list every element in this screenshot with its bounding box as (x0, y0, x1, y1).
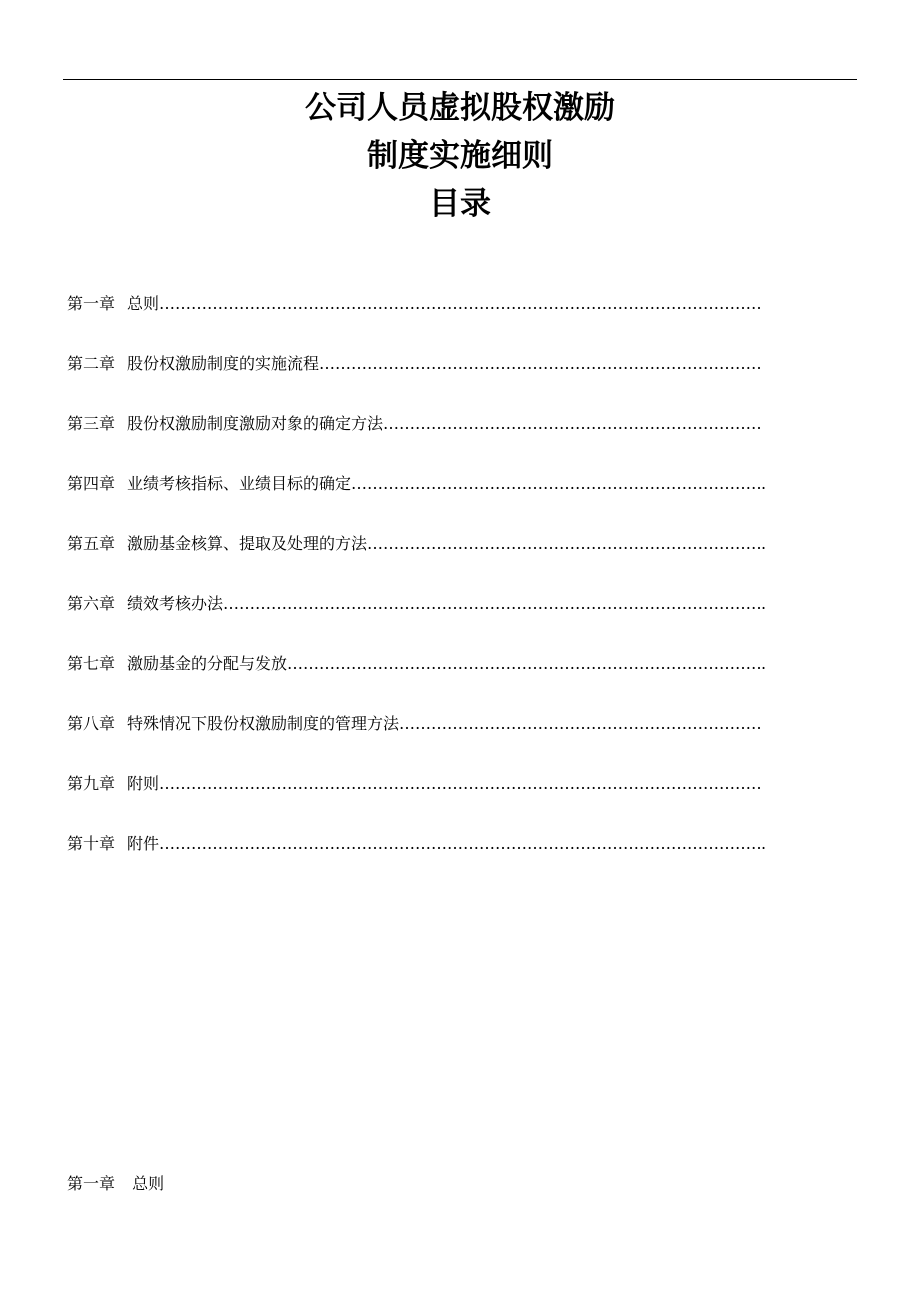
toc-entry[interactable] (67, 710, 767, 770)
toc-dot-leader (223, 590, 761, 618)
section-heading (67, 1170, 164, 1198)
toc-chapter-title: 特殊情况下股份权激励制度的管理方法 (127, 714, 400, 733)
document-title (0, 84, 920, 228)
toc-dot-leader (399, 710, 761, 738)
toc-chapter-title: 股份权激励制度的实施流程 (127, 354, 320, 373)
toc-chapter-title: 业绩考核指标、业绩目标的确定 (127, 474, 352, 493)
toc-chapter-number: 第七章 (67, 654, 116, 673)
toc-entry[interactable] (67, 410, 767, 470)
toc-entry[interactable] (67, 350, 767, 410)
toc-chapter-title: 激励基金的分配与发放 (127, 654, 288, 673)
toc-dot-leader (159, 770, 761, 798)
toc-chapter-number: 第九章 (67, 774, 116, 793)
toc-dot-leader (383, 410, 761, 438)
toc-chapter-title: 附则 (127, 774, 160, 793)
toc-end-mark: . (761, 594, 767, 613)
section-chapter-title: 总则 (132, 1174, 165, 1193)
toc-chapter-number: 第五章 (67, 534, 116, 553)
table-of-contents (67, 290, 767, 890)
toc-dot-leader (351, 470, 761, 498)
title-line-1: 公司人员虚拟股权激励 (305, 90, 615, 126)
toc-chapter-title: 总则 (127, 294, 160, 313)
toc-end-mark: . (761, 834, 767, 853)
toc-dot-leader (367, 530, 761, 558)
title-line-2: 制度实施细则 (367, 138, 553, 174)
toc-entry[interactable] (67, 650, 767, 710)
header-rule (63, 79, 857, 80)
toc-chapter-title: 股份权激励制度激励对象的确定方法 (127, 414, 384, 433)
toc-chapter-number: 第六章 (67, 594, 116, 613)
toc-entry[interactable] (67, 470, 767, 530)
toc-chapter-number: 第二章 (67, 354, 116, 373)
toc-chapter-number: 第一章 (67, 294, 116, 313)
toc-entry[interactable] (67, 830, 767, 890)
toc-entry[interactable] (67, 290, 767, 350)
toc-chapter-title: 激励基金核算、提取及处理的方法 (127, 534, 368, 553)
section-chapter-number: 第一章 (67, 1174, 116, 1193)
toc-chapter-number: 第八章 (67, 714, 116, 733)
toc-dot-leader (287, 650, 761, 678)
toc-chapter-title: 绩效考核办法 (127, 594, 224, 613)
toc-dot-leader (319, 350, 761, 378)
toc-end-mark: . (761, 474, 767, 493)
toc-dot-leader (159, 290, 761, 318)
toc-chapter-number: 第十章 (67, 834, 116, 853)
toc-chapter-number: 第四章 (67, 474, 116, 493)
toc-end-mark: . (761, 654, 767, 673)
toc-chapter-number: 第三章 (67, 414, 116, 433)
toc-entry[interactable] (67, 530, 767, 590)
toc-dot-leader (159, 830, 761, 858)
toc-end-mark: . (761, 534, 767, 553)
toc-chapter-title: 附件 (127, 834, 160, 853)
toc-entry[interactable] (67, 770, 767, 830)
toc-entry[interactable] (67, 590, 767, 650)
toc-heading: 目录 (429, 186, 491, 222)
